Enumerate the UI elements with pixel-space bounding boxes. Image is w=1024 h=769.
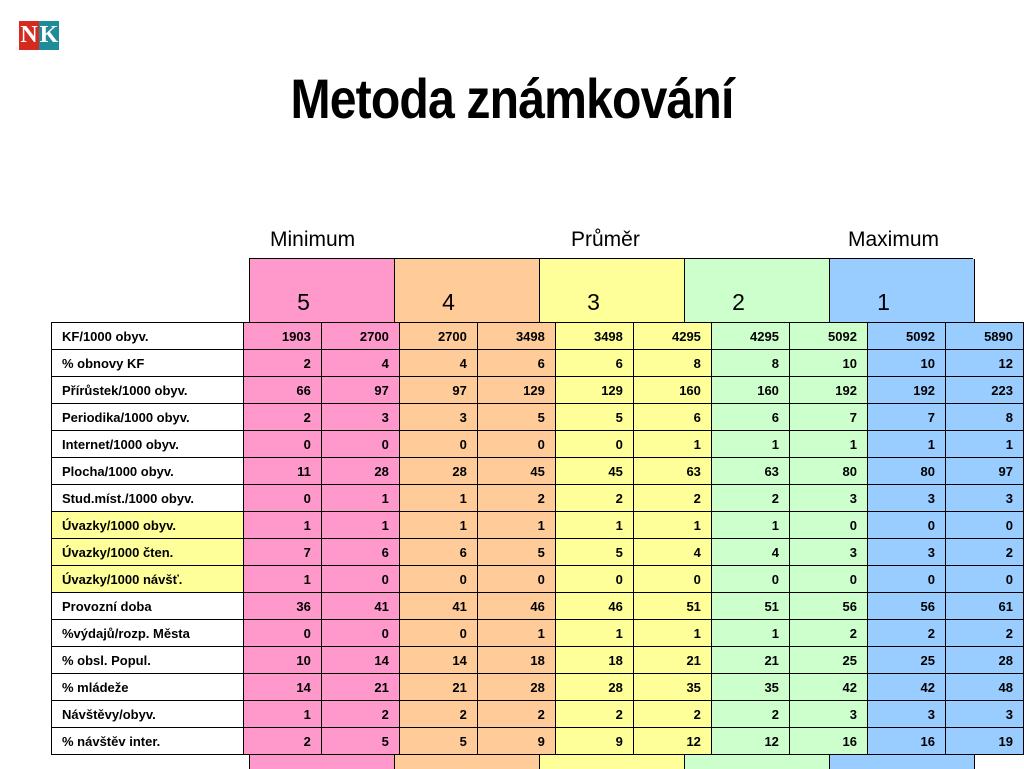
logo-letter-n: N [20, 22, 38, 48]
table-cell: 7 [789, 404, 867, 431]
table-cell: 7 [243, 539, 321, 566]
table-cell: 0 [321, 566, 399, 593]
table-cell: 1 [633, 512, 711, 539]
indicator-name: Provozní doba [52, 593, 244, 620]
table-cell: 0 [399, 566, 477, 593]
table-cell: 2 [633, 485, 711, 512]
grade-label: 1 [877, 289, 890, 315]
table-cell: 0 [477, 566, 555, 593]
table-cell: 3 [399, 404, 477, 431]
table-cell: 5 [555, 539, 633, 566]
table-cell: 223 [945, 377, 1023, 404]
table-cell: 2 [711, 485, 789, 512]
table-cell: 80 [867, 458, 945, 485]
table-cell: 2 [789, 620, 867, 647]
table-cell: 1 [633, 431, 711, 458]
page-title: Metoda známkování [290, 67, 734, 130]
table-row [52, 674, 1024, 701]
table-cell: 10 [243, 647, 321, 674]
table-cell: 21 [321, 674, 399, 701]
table-cell: 2 [633, 701, 711, 728]
table-cell: 2 [243, 728, 321, 755]
table-cell: 160 [711, 377, 789, 404]
table-cell: 0 [867, 512, 945, 539]
table-cell: 0 [945, 566, 1023, 593]
grade-label: 2 [732, 289, 745, 315]
table-cell: 10 [789, 350, 867, 377]
table-cell: 18 [477, 647, 555, 674]
table-row [52, 701, 1024, 728]
table-cell: 12 [633, 728, 711, 755]
table-cell: 16 [867, 728, 945, 755]
table-cell: 2 [243, 404, 321, 431]
table-cell: 1 [711, 620, 789, 647]
table-cell: 5 [399, 728, 477, 755]
table-cell: 2 [945, 620, 1023, 647]
maximum-label: Maximum [848, 228, 940, 251]
table-row [52, 620, 1024, 647]
table-cell: 41 [399, 593, 477, 620]
table-cell: 6 [399, 539, 477, 566]
table-cell: 35 [711, 674, 789, 701]
table-cell: 28 [321, 458, 399, 485]
table-cell: 0 [243, 485, 321, 512]
table-cell: 2 [555, 485, 633, 512]
table-cell: 56 [867, 593, 945, 620]
indicator-name: Úvazky/1000 obyv. [52, 512, 244, 539]
table-cell: 1 [321, 485, 399, 512]
grade-label: 3 [587, 289, 600, 315]
table-cell: 6 [633, 404, 711, 431]
table-cell: 0 [321, 620, 399, 647]
table-cell: 25 [789, 647, 867, 674]
table-cell: 2 [867, 620, 945, 647]
average-label: Průměr [571, 228, 640, 251]
indicator-name: Návštěvy/obyv. [52, 701, 244, 728]
table-cell: 28 [477, 674, 555, 701]
table-cell: 6 [555, 350, 633, 377]
table-row [52, 377, 1024, 404]
table-cell: 6 [477, 350, 555, 377]
table-cell: 19 [945, 728, 1023, 755]
table-cell: 1 [477, 512, 555, 539]
table-row [52, 647, 1024, 674]
logo-letter-k: K [39, 22, 59, 48]
table-cell: 16 [789, 728, 867, 755]
table-cell: 46 [555, 593, 633, 620]
table-cell: 66 [243, 377, 321, 404]
table-row [52, 458, 1024, 485]
table-cell: 5092 [867, 323, 945, 350]
table-cell: 3 [867, 485, 945, 512]
table-cell: 3 [789, 485, 867, 512]
table-cell: 0 [555, 431, 633, 458]
table-cell: 0 [321, 431, 399, 458]
table-cell: 10 [867, 350, 945, 377]
table-cell: 0 [243, 620, 321, 647]
table-cell: 3 [867, 701, 945, 728]
indicator-name: Plocha/1000 obyv. [52, 458, 244, 485]
table-row [52, 431, 1024, 458]
table-cell: 1 [399, 512, 477, 539]
table-cell: 11 [243, 458, 321, 485]
table-cell: 2 [945, 539, 1023, 566]
table-row [52, 323, 1024, 350]
table-cell: 0 [633, 566, 711, 593]
table-cell: 2 [555, 701, 633, 728]
table-row [52, 728, 1024, 755]
table-cell: 129 [555, 377, 633, 404]
table-cell: 0 [789, 566, 867, 593]
table-cell: 160 [633, 377, 711, 404]
table-cell: 5 [321, 728, 399, 755]
table-cell: 45 [555, 458, 633, 485]
table-cell: 21 [633, 647, 711, 674]
table-cell: 5 [555, 404, 633, 431]
table-cell: 0 [867, 566, 945, 593]
table-cell: 192 [789, 377, 867, 404]
table-cell: 0 [711, 566, 789, 593]
table-cell: 3 [945, 701, 1023, 728]
table-cell: 0 [243, 431, 321, 458]
table-cell: 5 [477, 404, 555, 431]
table-cell: 97 [321, 377, 399, 404]
table-cell: 12 [945, 350, 1023, 377]
indicator-name: % mládeže [52, 674, 244, 701]
indicator-name: % obnovy KF [52, 350, 244, 377]
table-cell: 2 [321, 701, 399, 728]
indicator-name: % obsl. Popul. [52, 647, 244, 674]
table-cell: 1 [789, 431, 867, 458]
table-cell: 4 [711, 539, 789, 566]
table-cell: 25 [867, 647, 945, 674]
table-cell: 1 [477, 620, 555, 647]
table-cell: 0 [789, 512, 867, 539]
table-cell: 28 [399, 458, 477, 485]
table-cell: 46 [477, 593, 555, 620]
table-cell: 2 [477, 485, 555, 512]
table-row [52, 566, 1024, 593]
indicator-name: Periodika/1000 obyv. [52, 404, 244, 431]
table-cell: 1 [945, 431, 1023, 458]
table-row [52, 512, 1024, 539]
table-cell: 9 [555, 728, 633, 755]
table-cell: 2 [243, 350, 321, 377]
indicator-name: % návštěv inter. [52, 728, 244, 755]
table-row [52, 539, 1024, 566]
table-cell: 1 [555, 512, 633, 539]
table-cell: 4295 [633, 323, 711, 350]
table-cell: 129 [477, 377, 555, 404]
table-cell: 3498 [555, 323, 633, 350]
table-cell: 3 [321, 404, 399, 431]
table-cell: 8 [633, 350, 711, 377]
table-row [52, 485, 1024, 512]
table-cell: 42 [867, 674, 945, 701]
grade-label: 4 [442, 289, 455, 315]
table-cell: 1 [867, 431, 945, 458]
table-cell: 1 [321, 512, 399, 539]
table-cell: 1 [243, 512, 321, 539]
table-cell: 1 [243, 566, 321, 593]
table-cell: 1 [633, 620, 711, 647]
indicator-name: %výdajů/rozp. Města [52, 620, 244, 647]
indicator-name: KF/1000 obyv. [52, 323, 244, 350]
table-cell: 51 [633, 593, 711, 620]
table-cell: 5890 [945, 323, 1023, 350]
table-cell: 36 [243, 593, 321, 620]
table-cell: 4 [633, 539, 711, 566]
table-cell: 14 [243, 674, 321, 701]
table-cell: 4 [399, 350, 477, 377]
table-cell: 12 [711, 728, 789, 755]
table-cell: 35 [633, 674, 711, 701]
table-cell: 41 [321, 593, 399, 620]
indicator-name: Internet/1000 obyv. [52, 431, 244, 458]
table-cell: 28 [945, 647, 1023, 674]
table-row [52, 404, 1024, 431]
table-row [52, 593, 1024, 620]
table-cell: 1 [399, 485, 477, 512]
table-cell: 28 [555, 674, 633, 701]
table-cell: 8 [945, 404, 1023, 431]
table-cell: 3 [945, 485, 1023, 512]
table-cell: 0 [945, 512, 1023, 539]
table-cell: 4295 [711, 323, 789, 350]
indicator-name: Úvazky/1000 návšť. [52, 566, 244, 593]
table-cell: 61 [945, 593, 1023, 620]
minimum-label: Minimum [270, 228, 356, 251]
table-cell: 4 [321, 350, 399, 377]
table-cell: 2 [477, 701, 555, 728]
table-cell: 97 [945, 458, 1023, 485]
table-cell: 8 [711, 350, 789, 377]
table-cell: 1 [711, 431, 789, 458]
table-cell: 48 [945, 674, 1023, 701]
table-row [52, 350, 1024, 377]
table-cell: 9 [477, 728, 555, 755]
table-cell: 3 [789, 701, 867, 728]
table-cell: 0 [399, 620, 477, 647]
table-cell: 3498 [477, 323, 555, 350]
indicator-name: Úvazky/1000 čten. [52, 539, 244, 566]
table-cell: 1 [711, 512, 789, 539]
grading-table [51, 322, 1024, 755]
table-cell: 14 [399, 647, 477, 674]
table-cell: 0 [477, 431, 555, 458]
table-cell: 56 [789, 593, 867, 620]
table-cell: 42 [789, 674, 867, 701]
table-cell: 45 [477, 458, 555, 485]
table-cell: 1 [243, 701, 321, 728]
table-cell: 2700 [399, 323, 477, 350]
table-cell: 2 [711, 701, 789, 728]
table-cell: 192 [867, 377, 945, 404]
table-cell: 5 [477, 539, 555, 566]
table-cell: 6 [321, 539, 399, 566]
table-cell: 6 [711, 404, 789, 431]
table-cell: 0 [555, 566, 633, 593]
table-cell: 1 [555, 620, 633, 647]
table-cell: 14 [321, 647, 399, 674]
table-cell: 63 [711, 458, 789, 485]
table-cell: 2 [399, 701, 477, 728]
grade-label: 5 [297, 289, 310, 315]
table-cell: 21 [399, 674, 477, 701]
indicator-name: Přírůstek/1000 obyv. [52, 377, 244, 404]
table-cell: 18 [555, 647, 633, 674]
indicator-name: Stud.míst./1000 obyv. [52, 485, 244, 512]
nk-logo [19, 21, 59, 50]
table-cell: 0 [399, 431, 477, 458]
table-cell: 5092 [789, 323, 867, 350]
table-cell: 7 [867, 404, 945, 431]
table-cell: 2700 [321, 323, 399, 350]
table-cell: 63 [633, 458, 711, 485]
table-cell: 51 [711, 593, 789, 620]
table-cell: 80 [789, 458, 867, 485]
table-cell: 97 [399, 377, 477, 404]
table-cell: 3 [867, 539, 945, 566]
table-cell: 1903 [243, 323, 321, 350]
table-cell: 3 [789, 539, 867, 566]
table-cell: 21 [711, 647, 789, 674]
